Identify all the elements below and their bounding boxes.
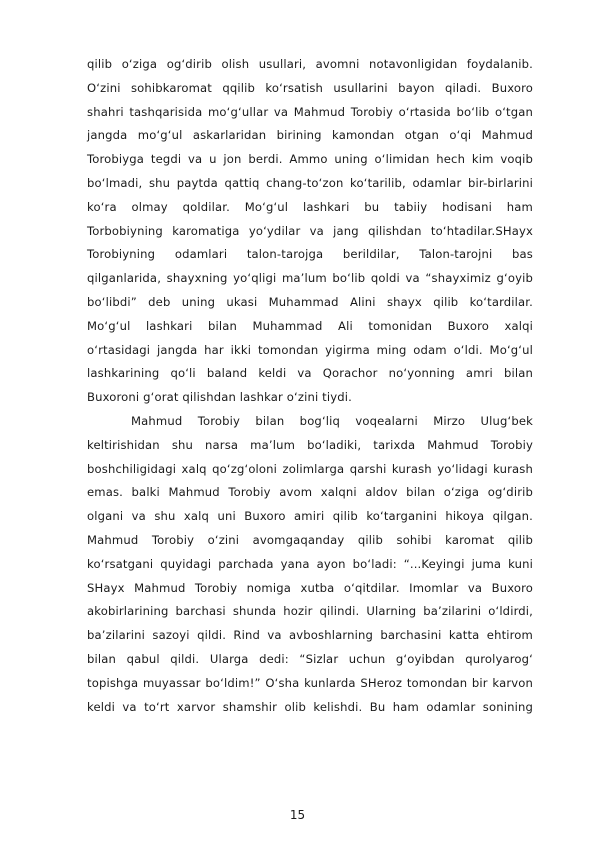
text-line: qilganlarida, shayxning yo‘qligi ma’lum bo‘lib qoldi va “shayximiz g‘oyib <box>87 271 533 286</box>
text-line: ba’zilarini sazoyi qildi. Rind va avboshlarning barchasini katta ehtirom <box>87 628 533 643</box>
text-line: Torobiyning odamlari talon-tarojga berildilar, Talon-tarojni bas <box>87 247 533 262</box>
text-line: shahri tashqarisida mo‘g‘ullar va Mahmud Torobiy o‘rtasida bo‘lib o‘tgan <box>87 104 533 119</box>
text-line: ko‘ra olmay qoldilar. Mo‘g‘ul lashkari bu tabiiy hodisani ham <box>87 199 533 214</box>
text-line: keldi va to‘rt xarvor shamshir olib kelishdi. Bu ham odamlar sonining <box>87 699 533 714</box>
page-number: 15 <box>289 808 306 822</box>
text-line: qilib o‘ziga og‘dirib olish usullari, avomni notavonligidan foydalanib. <box>87 57 533 71</box>
text-line: Torobiyga tegdi va u jon berdi. Ammo uning o‘limidan hech kim voqib <box>87 152 533 167</box>
text-line: bo‘libdi” deb uning ukasi Muhammad Alini shayx qilib ko‘tardilar. <box>87 294 533 309</box>
text-line: o‘rtasidagi jangda har ikki tomondan yigirma ming odam o‘ldi. Mo‘g‘ul <box>87 342 533 357</box>
text-line: SHayx Mahmud Torobiy nomiga xutba o‘qitdilar. Imomlar va Buxoro <box>87 580 533 595</box>
text-line: jangda mo‘g‘ul askarlaridan birining kamondan otgan o‘qi Mahmud <box>87 128 533 143</box>
text-line: Torbobiyning karomatiga yo‘ydilar va jang qilishdan to‘htadilar.SHayx <box>87 223 533 238</box>
text-line: bilan qabul qildi. Ularga dedi: “Sizlar uchun g‘oyibdan qurolyarog‘ <box>87 651 533 666</box>
text-line: ko‘rsatgani quyidagi parchada yana ayon bo‘ladi: “...Keyingi juma kuni <box>87 556 533 571</box>
text-line: akobirlarining barchasi shunda hozir qilindi. Ularning ba’zilarini o‘ldirdi, <box>87 604 533 619</box>
text-line: keltirishidan shu narsa ma’lum bo‘ladiki, tarixda Mahmud Torobiy <box>87 437 533 452</box>
text-line: topishga muyassar bo‘ldim!” O‘sha kunlarda SHeroz tomondan bir karvon <box>87 675 533 690</box>
body-text <box>87 53 533 719</box>
text-line: emas. balki Mahmud Torobiy avom xalqni aldov bilan o‘ziga og‘dirib <box>87 485 533 500</box>
text-line: Buxoroni g‘orat qilishdan lashkar o‘zini tiydi. <box>87 390 352 405</box>
text-line: Mahmud Torobiy o‘zini avomgaqanday qilib sohibi karomat qilib <box>87 532 533 547</box>
text-line: olgani va shu xalq uni Buxoro amiri qilib ko‘targanini hikoya qilgan. <box>87 509 533 524</box>
text-line: boshchiligidagi xalq qo‘zg‘oloni zolimlarga qarshi kurash yo‘lidagi kurash <box>87 461 533 476</box>
text-line: O‘zini sohibkaromat qqilib ko‘rsatish usullarini bayon qiladi. Buxoro <box>87 80 533 95</box>
text-line: lashkarining qo‘li baland keldi va Qorachor no‘yonning amri bilan <box>87 366 533 381</box>
text-line: Mo‘g‘ul lashkari bilan Muhammad Ali tomonidan Buxoro xalqi <box>87 318 533 333</box>
text-line: bo‘lmadi, shu paytda qattiq chang-to‘zon ko‘tarilib, odamlar bir-birlarini <box>87 175 533 190</box>
text-line: Mahmud Torobiy bilan bog‘liq voqealarni Mirzo Ulug‘bek <box>131 413 533 428</box>
